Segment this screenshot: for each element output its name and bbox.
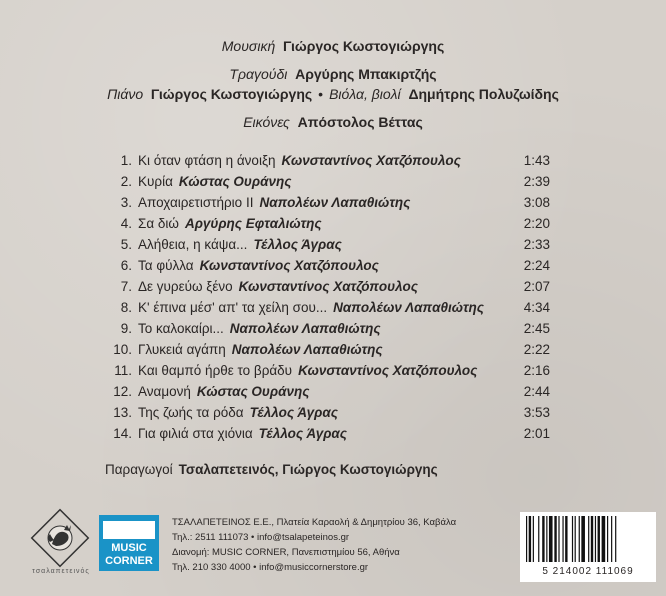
track-title-text: Το καλοκαίρι... xyxy=(138,321,224,336)
music-corner-logo-icon xyxy=(99,515,159,571)
track-title xyxy=(138,423,347,444)
contact-line: ΤΣΑΛΑΠΕΤΕΙΝΟΣ Ε.Ε., Πλατεία Καραολή & Δημητρίου 36, Καβάλα xyxy=(172,517,457,528)
track-title-text: Κυρία xyxy=(138,174,173,189)
contact-line: Διανομή: MUSIC CORNER, Πανεπιστημίου 56, Αθήνα xyxy=(172,547,400,558)
track-duration: 3:53 xyxy=(523,405,550,420)
producers xyxy=(105,462,438,477)
track-title-text: Αλήθεια, η κάψα... xyxy=(138,237,248,252)
track-title xyxy=(138,213,322,234)
producers-label: Παραγωγοί xyxy=(105,462,173,477)
track-number: 6. xyxy=(120,258,132,273)
track-duration: 2:22 xyxy=(523,342,550,357)
track-number: 11. xyxy=(114,363,132,378)
track-artist: Τέλλος Άγρας xyxy=(249,405,338,420)
track-title-text: Γλυκειά αγάπη xyxy=(138,342,226,357)
track-row xyxy=(100,213,550,234)
track-title xyxy=(138,276,418,297)
track-artist: Κωνσταντίνος Χατζόπουλος xyxy=(298,363,478,378)
credit-music xyxy=(0,38,666,54)
track-list xyxy=(100,150,550,444)
track-row xyxy=(100,234,550,255)
track-title-text: Κ' έπινα μέσ' απ' τα χείλη σου... xyxy=(138,300,328,315)
track-duration: 2:39 xyxy=(523,174,550,189)
track-title-text: Δε γυρεύω ξένο xyxy=(138,279,233,294)
credit-role: Εικόνες xyxy=(243,114,290,130)
track-number: 3. xyxy=(120,195,132,210)
track-title-text: Της ζωής τα ρόδα xyxy=(138,405,244,420)
track-title-text: Τα φύλλα xyxy=(138,258,194,273)
label-logo-text: τσαλαπετεινός xyxy=(32,568,90,575)
producers-names: Τσαλαπετεινός, Γιώργος Κωστογιώργης xyxy=(178,462,438,477)
track-title xyxy=(138,171,291,192)
credit-role: Βιόλα, βιολί xyxy=(329,86,401,102)
track-title-text: Και θαμπό ήρθε το βράδυ xyxy=(138,363,293,378)
track-number: 4. xyxy=(120,216,132,231)
track-number: 2. xyxy=(120,174,132,189)
track-duration: 2:20 xyxy=(523,216,550,231)
track-duration: 2:45 xyxy=(523,321,550,336)
credit-name: Απόστολος Βέττας xyxy=(297,114,423,130)
barcode-icon xyxy=(520,512,656,582)
track-duration: 2:33 xyxy=(523,237,550,252)
track-duration: 2:16 xyxy=(523,363,550,378)
track-duration: 2:24 xyxy=(523,258,550,273)
track-duration: 2:07 xyxy=(523,279,550,294)
track-number: 10. xyxy=(113,342,132,357)
track-row xyxy=(100,318,550,339)
track-title xyxy=(138,234,342,255)
track-number: 5. xyxy=(120,237,132,252)
contact-line: Τηλ. 210 330 4000 • info@musiccornerstore.gr xyxy=(172,562,369,573)
track-number: 9. xyxy=(120,321,132,336)
track-number: 14. xyxy=(113,426,132,441)
track-row xyxy=(100,381,550,402)
track-row xyxy=(100,276,550,297)
contact-info xyxy=(172,515,456,575)
track-number: 7. xyxy=(120,279,132,294)
track-row xyxy=(100,171,550,192)
track-title-text: Κι όταν φτάση η άνοιξη xyxy=(138,153,276,168)
track-number: 8. xyxy=(120,300,132,315)
track-number: 12. xyxy=(113,384,132,399)
track-artist: Κωνσταντίνος Χατζόπουλος xyxy=(281,153,461,168)
track-artist: Τέλλος Άγρας xyxy=(258,426,347,441)
bullet-separator: • xyxy=(318,86,324,102)
track-artist: Κωνσταντίνος Χατζόπουλος xyxy=(238,279,418,294)
track-title xyxy=(138,339,383,360)
barcode-digits: 5 214002 111069 xyxy=(542,566,634,577)
track-duration: 1:43 xyxy=(523,153,550,168)
credit-name: Αργύρης Μπακιρτζής xyxy=(295,66,437,82)
track-row xyxy=(100,402,550,423)
track-title xyxy=(138,255,379,276)
credit-vocals xyxy=(0,66,666,82)
track-row xyxy=(100,423,550,444)
track-artist: Ναπολέων Λαπαθιώτης xyxy=(333,300,484,315)
credit-role: Πιάνο xyxy=(107,86,144,102)
credit-role: Μουσική xyxy=(221,38,276,54)
rooster-logo-icon xyxy=(30,508,90,588)
logo-line-corner: CORNER xyxy=(105,555,153,567)
track-artist: Τέλλος Άγρας xyxy=(253,237,342,252)
credit-name: Γιώργος Κωστογιώργης xyxy=(283,38,445,54)
credit-name: Δημήτρης Πολυζωίδης xyxy=(408,86,559,102)
track-row xyxy=(100,297,550,318)
track-row xyxy=(100,255,550,276)
track-row xyxy=(100,360,550,381)
track-duration: 2:44 xyxy=(523,384,550,399)
logo-line-music: MUSIC xyxy=(111,542,147,554)
track-title xyxy=(138,402,338,423)
credit-images xyxy=(0,114,666,130)
track-artist: Κώστας Ουράνης xyxy=(196,384,310,399)
track-title xyxy=(138,297,484,318)
track-duration: 3:08 xyxy=(523,195,550,210)
track-artist: Κώστας Ουράνης xyxy=(178,174,292,189)
track-title-text: Αναμονή xyxy=(138,384,191,399)
track-number: 1. xyxy=(120,153,132,168)
track-artist: Ναπολέων Λαπαθιώτης xyxy=(229,321,381,336)
track-title xyxy=(138,360,477,381)
track-artist: Κωνσταντίνος Χατζόπουλος xyxy=(199,258,379,273)
track-artist: Αργύρης Εφταλιώτης xyxy=(184,216,322,231)
track-duration: 4:34 xyxy=(523,300,550,315)
track-artist: Ναπολέων Λαπαθιώτης xyxy=(231,342,383,357)
track-duration: 2:01 xyxy=(523,426,550,441)
track-row xyxy=(100,339,550,360)
track-row xyxy=(100,150,550,171)
track-row xyxy=(100,192,550,213)
credit-role: Τραγούδι xyxy=(229,66,288,82)
track-title xyxy=(138,381,309,402)
track-artist: Ναπολέων Λαπαθιώτης xyxy=(259,195,411,210)
track-title xyxy=(138,318,381,339)
track-number: 13. xyxy=(113,405,132,420)
track-title-text: Σα διώ xyxy=(138,216,179,231)
credit-name: Γιώργος Κωστογιώργης xyxy=(150,86,313,102)
track-title-text: Για φιλιά στα χιόνια xyxy=(138,426,253,441)
track-title xyxy=(138,150,461,171)
track-title xyxy=(138,192,410,213)
credit-instruments xyxy=(0,86,666,102)
contact-line: Τηλ.: 2511 111073 • info@tsalapeteinos.gr xyxy=(172,532,350,543)
track-title-text: Αποχαιρετιστήριο ΙΙ xyxy=(138,195,254,210)
